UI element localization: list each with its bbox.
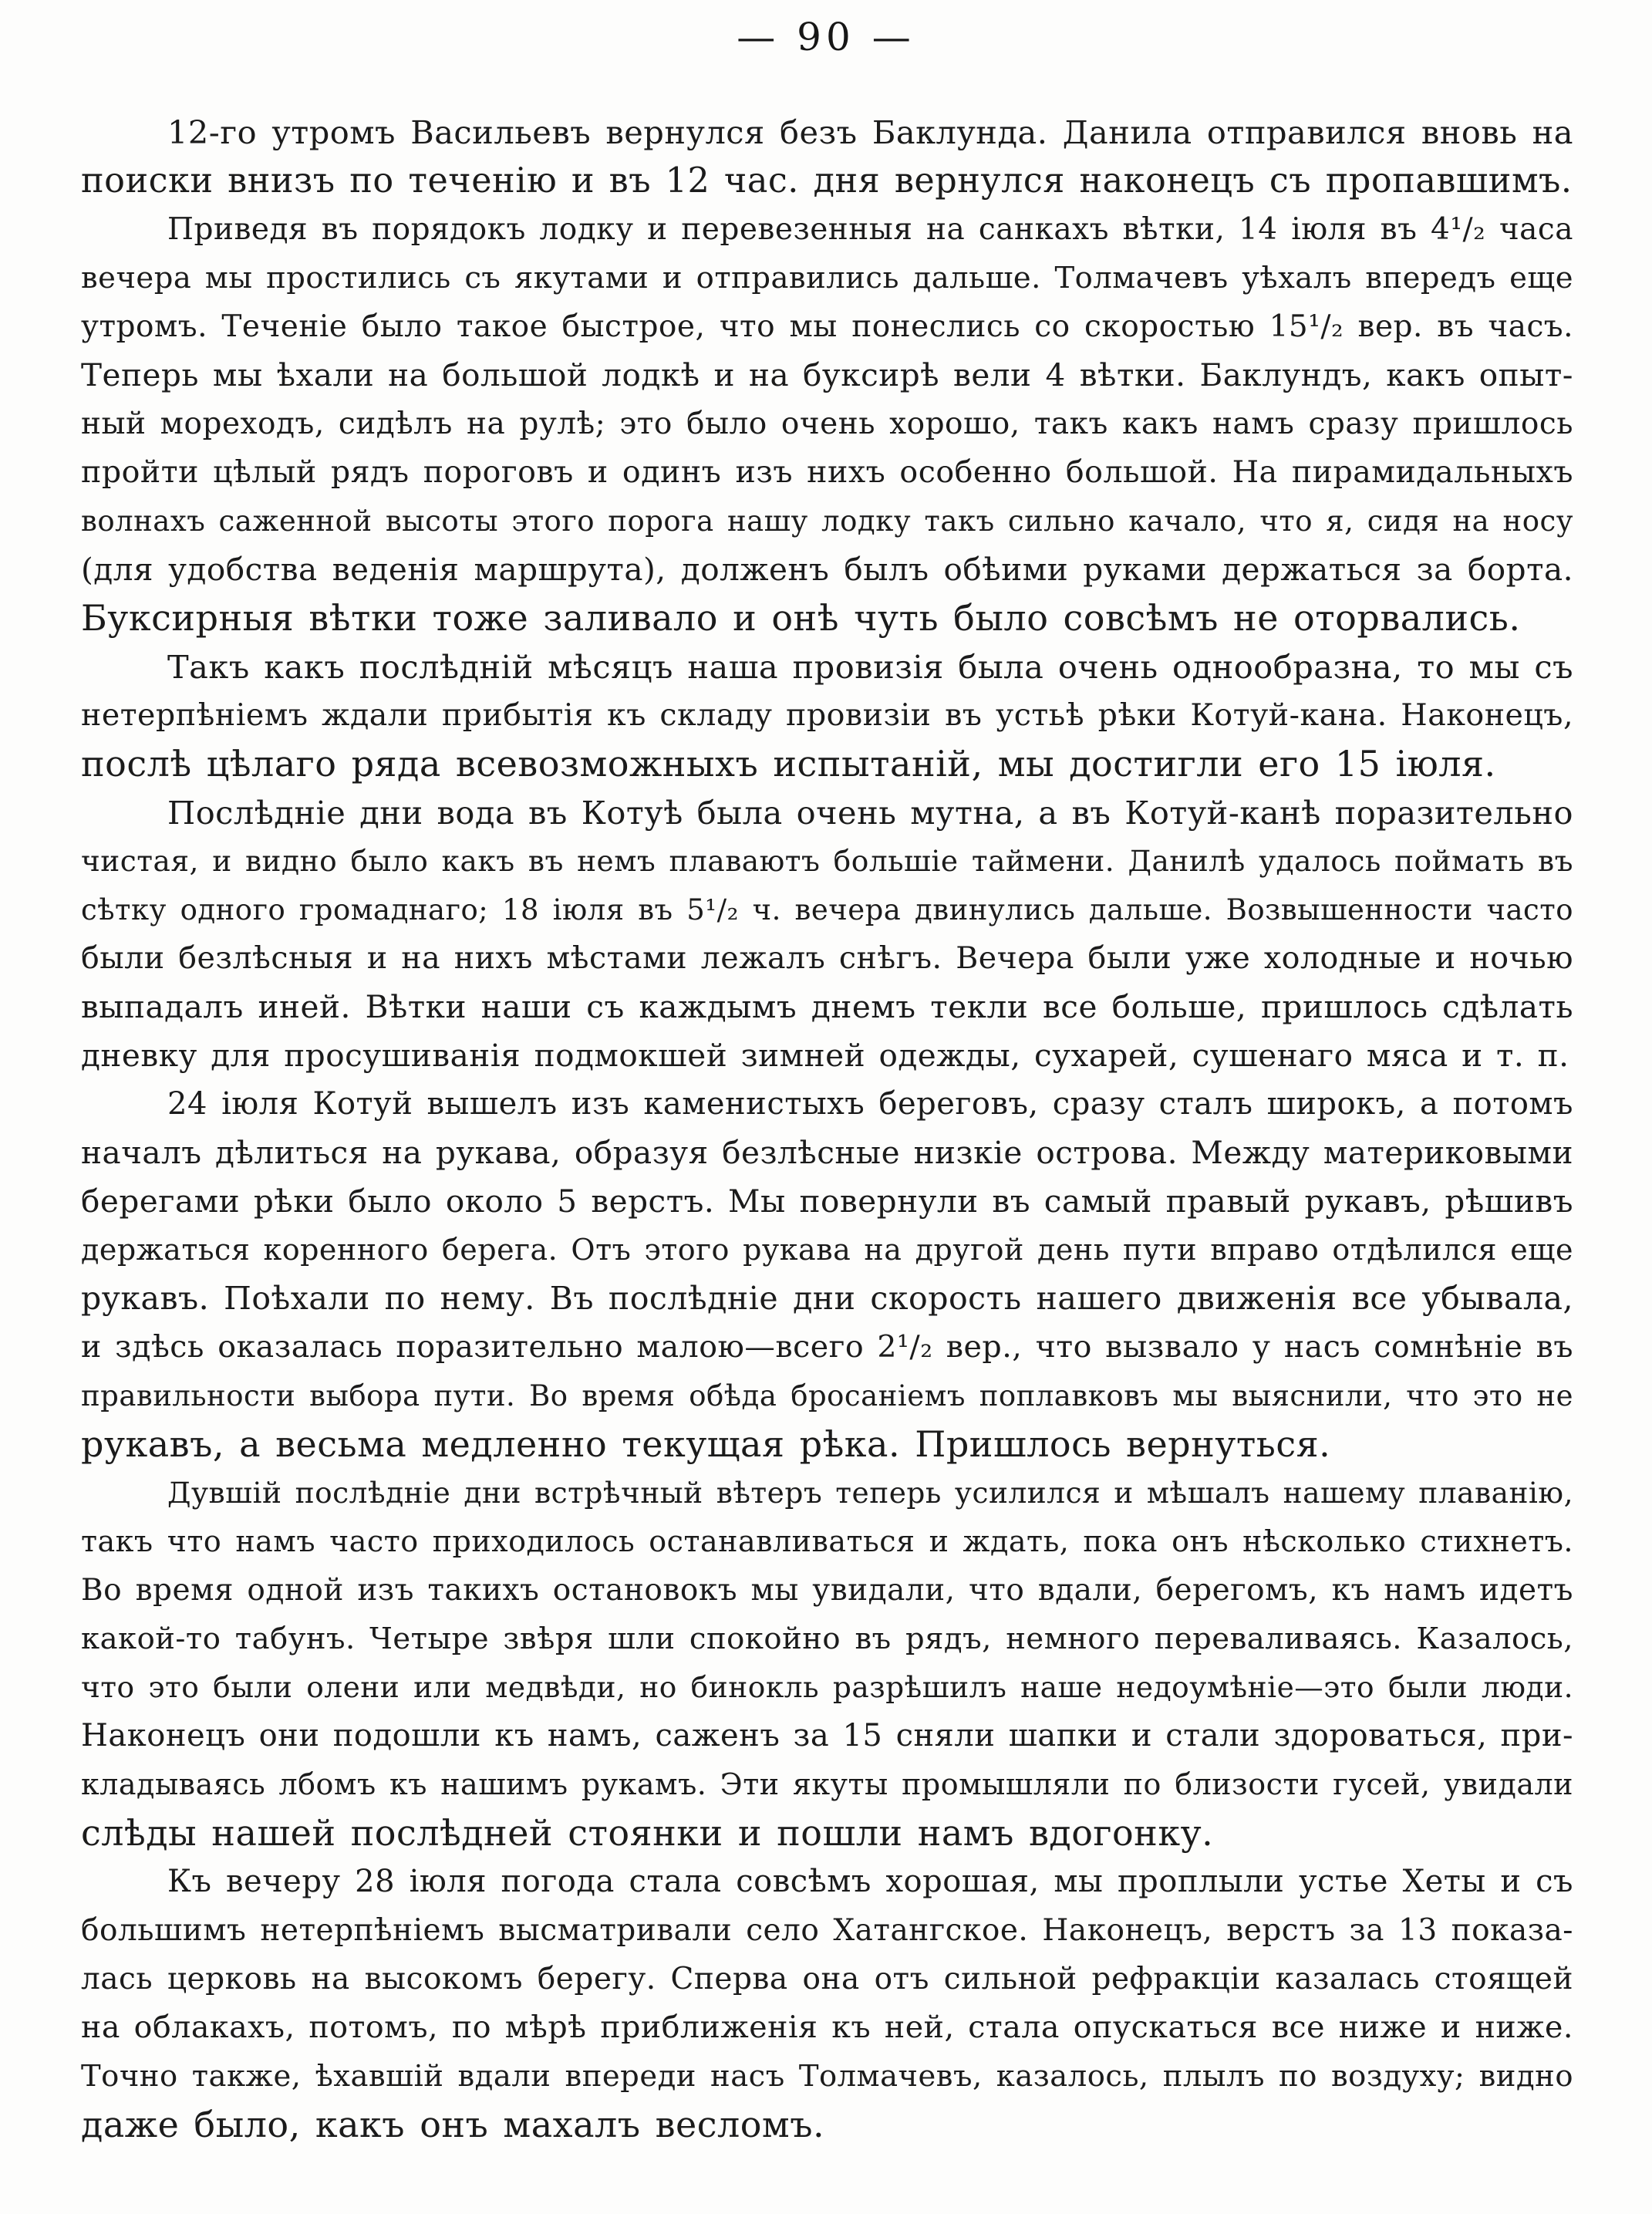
text-line: Наконецъ они подошли къ намъ, саженъ за 15 сняли шапки и стали здороваться, при-	[81, 1718, 1573, 1753]
text-line: (для удобства веденія маршрута), долженъ былъ обѣими руками держаться за борта.	[81, 551, 1573, 588]
text-line: 24 іюля Котуй вышелъ изъ каменистыхъ береговъ, сразу сталъ широкъ, а потомъ	[167, 1086, 1573, 1122]
text-line: Къ вечеру 28 іюля погода стала совсѣмъ хорошая, мы проплыли устье Хеты и съ	[167, 1864, 1573, 1899]
text-line: выпадалъ иней. Вѣтки наши съ каждымъ днемъ текли все больше, пришлось сдѣлать	[81, 988, 1573, 1025]
text-line: даже было, какъ онъ махалъ весломъ.	[81, 2104, 825, 2145]
paragraph	[81, 108, 1573, 205]
text-line: рукавъ, а весьма медленно текущая рѣка. Пришлось вернуться.	[81, 1423, 1331, 1465]
text-line: были безлѣсныя и на нихъ мѣстами лежалъ снѣгъ. Вечера были уже холодные и ночью	[81, 940, 1573, 976]
text-line: какой-то табунъ. Четыре звѣря шли спокойно въ рядъ, немного переваливаясь. Казалось,	[81, 1622, 1573, 1656]
paragraph	[81, 643, 1573, 788]
text-line: Дувшій послѣдніе дни встрѣчный вѣтеръ теперь усилился и мѣшалъ нашему плаванію,	[167, 1476, 1573, 1510]
paragraph	[81, 205, 1573, 643]
text-line: берегами рѣки было около 5 верстъ. Мы повернули въ самый правый рукавъ, рѣшивъ	[81, 1183, 1573, 1220]
text-line: Во время одной изъ такихъ остановокъ мы увидали, что вдали, берегомъ, къ намъ идетъ	[81, 1573, 1573, 1608]
text-line: Послѣдніе дни вода въ Котуѣ была очень мутна, а въ Котуй-канѣ поразительно	[167, 794, 1573, 832]
text-line: кладываясь лбомъ къ нашимъ рукамъ. Эти якуты промышляли по близости гусей, увидали	[81, 1767, 1573, 1801]
text-line: лась церковь на высокомъ берегу. Сперва она отъ сильной рефракціи казалась стоящей	[81, 1962, 1573, 1996]
text-line: пройти цѣлый рядъ пороговъ и одинъ изъ нихъ особенно большой. На пирамидальныхъ	[81, 454, 1573, 490]
page-number: — 90 —	[737, 15, 915, 59]
text-line: держаться коренного берега. Отъ этого рукава на другой день пути вправо отдѣлился еще	[81, 1233, 1573, 1267]
text-line: дневку для просушиванія подмокшей зимней одежды, сухарей, сушенаго мяса и т. п.	[81, 1037, 1569, 1074]
text-line: утромъ. Теченіе было такое быстрое, что мы понеслись со скоростью 15¹/₂ вер. въ часъ.	[81, 309, 1573, 344]
text-line: началъ дѣлиться на рукава, образуя безлѣсные низкіе острова. Между материковыми	[81, 1134, 1573, 1171]
text-line: рукавъ. Поѣхали по нему. Въ послѣдніе дни скорость нашего движенія все убывала,	[81, 1280, 1573, 1317]
paragraph	[81, 1080, 1573, 1469]
text-line: на облакахъ, потомъ, по мѣрѣ приближенія къ ней, стала опускаться все ниже и ниже.	[81, 2010, 1573, 2045]
text-line: чистая, и видно было какъ въ немъ плаваютъ большіе таймени. Данилѣ удалось поймать въ	[81, 844, 1573, 878]
text-line: послѣ цѣлаго ряда всевозможныхъ испытаній, мы достигли его 15 іюля.	[81, 743, 1496, 785]
text-line: сѣтку одного громаднаго; 18 іюля въ 5¹/₂ ч. вечера двинулись дальше. Возвышенности часто	[81, 893, 1573, 926]
text-line: такъ что намъ часто приходилось останавливаться и ждать, пока онъ нѣсколько стихнетъ.	[81, 1524, 1573, 1558]
text-line: что это были олени или медвѣди, но бинокль разрѣшилъ наше недоумѣніе—это были люди.	[81, 1670, 1573, 1704]
text-block	[81, 108, 1573, 2149]
text-line: волнахъ саженной высоты этого порога нашу лодку такъ сильно качало, что я, сидя на носу	[81, 505, 1573, 538]
text-line: Буксирныя вѣтки тоже заливало и онѣ чуть было совсѣмъ не оторвались.	[81, 597, 1521, 639]
text-line: вечера мы простились съ якутами и отправились дальше. Толмачевъ уѣхалъ впередъ еще	[81, 261, 1573, 295]
text-line: ный мореходъ, сидѣлъ на рулѣ; это было очень хорошо, такъ какъ намъ сразу пришлось	[81, 407, 1573, 441]
page-header	[0, 14, 1652, 60]
text-line: поиски внизъ по теченію и въ 12 час. дня вернулся наконецъ съ пропавшимъ.	[81, 161, 1573, 201]
paragraph	[81, 1858, 1573, 2149]
text-line: нетерпѣніемъ ждали прибытія къ складу провизіи въ устьѣ рѣки Котуй-кана. Наконецъ,	[81, 697, 1573, 733]
text-line: Приведя въ порядокъ лодку и перевезенныя на санкахъ вѣтки, 14 іюля въ 4¹/₂ часа	[167, 212, 1573, 247]
text-line: и здѣсь оказалась поразительно малою—всего 2¹/₂ вер., что вызвало у насъ сомнѣніе въ	[81, 1329, 1573, 1365]
text-line: Теперь мы ѣхали на большой лодкѣ и на буксирѣ вели 4 вѣтки. Баклундъ, какъ опыт-	[81, 356, 1573, 393]
text-line: Точно также, ѣхавшій вдали впереди насъ Толмачевъ, казалось, плылъ по воздуху; видно	[81, 2059, 1573, 2094]
text-line: 12-го утромъ Васильевъ вернулся безъ Баклунда. Данила отправился вновь на	[167, 113, 1573, 151]
text-line: правильности выбора пути. Во время обѣда бросаніемъ поплавковъ мы выяснили, что это не	[81, 1379, 1573, 1412]
text-line: Такъ какъ послѣдній мѣсяцъ наша провизія была очень однообразна, то мы съ	[167, 648, 1573, 686]
text-line: слѣды нашей послѣдней стоянки и пошли намъ вдогонку.	[81, 1812, 1214, 1854]
paragraph	[81, 788, 1573, 1080]
paragraph	[81, 1469, 1573, 1858]
text-line: большимъ нетерпѣніемъ высматривали село Хатангское. Наконецъ, верстъ за 13 показа-	[81, 1913, 1573, 1948]
